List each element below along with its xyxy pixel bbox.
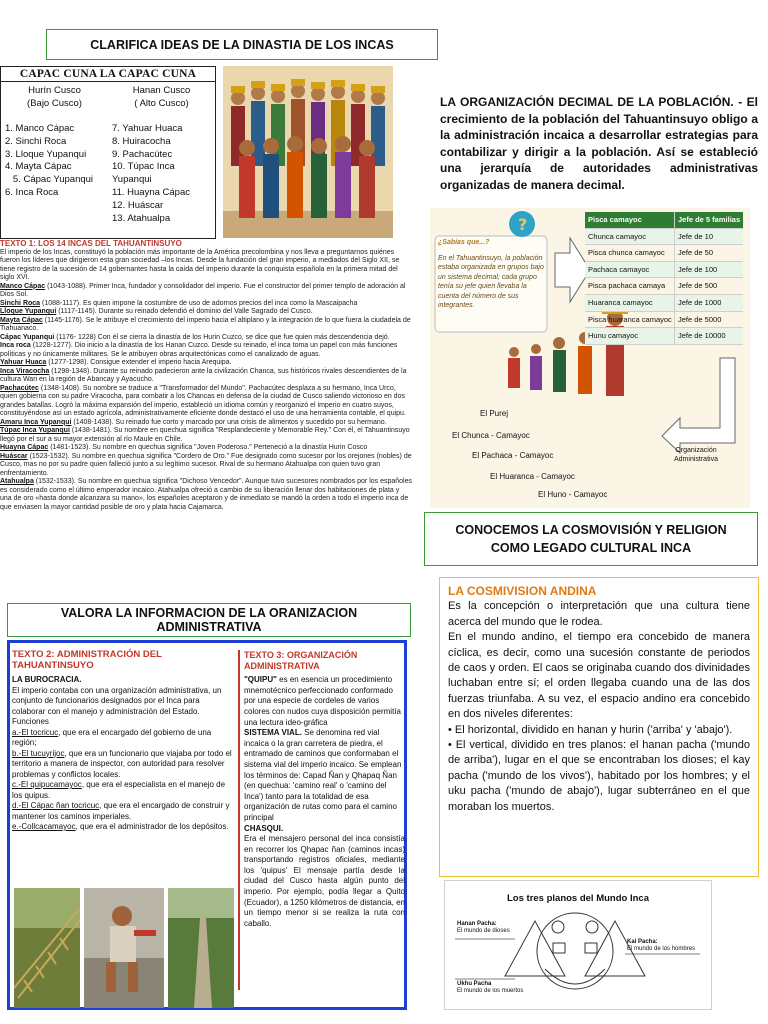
inca-desc: (1298-1348). Durante su reinado padecieron ante la civilización Chanca, sus históricos rivales descendientes de la cultura Wari en la región de Abancay y Ayacucho. xyxy=(0,367,407,383)
org-label-line2: Administrativa xyxy=(674,456,718,463)
funcionario-item xyxy=(12,780,234,801)
quipu-paragraph xyxy=(244,675,405,728)
decimal-body: El crecimiento de la población del Tahuantinsuyo obligo a la administración incaica a desarrollar estrategias para contabilizar y dirigir a la población. Así se estableció una jerarquía de autoridades administrativas organizadas de manera decimal. xyxy=(440,95,758,192)
inca-bridge-photo xyxy=(14,888,80,1008)
sabias-body: En el Tahuantinsuyo, la población estaba organizada en grupos bajo un sistema decimal; cada grupo tenía su jefe quien llevaba la cuenta del número de sus integrantes. xyxy=(438,254,544,309)
chasqui-photo xyxy=(84,888,164,1008)
hurin-header-line1: Hurín Cusco xyxy=(28,85,81,96)
table-row xyxy=(585,262,743,279)
valora-header-text: VALORA LA INFORMACION DE LA ORANIZACION ADMINISTRATIVA xyxy=(60,606,358,634)
inca-entry xyxy=(0,427,412,444)
inca-desc: (1277-1298). Consigue extender el imperio hacia Arequipa. xyxy=(46,359,232,366)
inca-name: Mayta Cápac xyxy=(0,316,43,324)
dynasty-table xyxy=(0,66,216,239)
dynasty-table-title: CAPAC CUNA LA CAPAC CUNA xyxy=(1,67,215,82)
table-cell: Hunu camayoc xyxy=(585,328,675,344)
org-label-line1: Organización xyxy=(675,447,717,454)
table-cell: Jefe de 10000 xyxy=(678,331,726,341)
vial-term: SISTEMA VIAL. xyxy=(244,728,302,738)
cosmovision-paragraph: Es la concepción o interpretación que una cultura tiene acerca del mundo que le rodea. xyxy=(448,600,750,628)
hurin-column xyxy=(1,82,108,225)
cosmovision-paragraph: • El horizontal, dividido en hanan y hurin ('arriba' y 'abajo'). xyxy=(448,723,733,736)
inca-name: Inca Viracocha xyxy=(0,367,50,375)
hurin-header xyxy=(5,84,104,110)
decimal-organization-text xyxy=(440,94,758,193)
ukhu-label-title: Ukhu Pacha xyxy=(457,981,492,987)
inca-name: Cápac Yupanqui xyxy=(0,333,55,341)
dynasty-header-text: CLARIFICA IDEAS DE LA DINASTIA DE LOS INCAS xyxy=(90,37,394,52)
inca-name: Huáscar xyxy=(0,452,28,460)
hanan-item: 12. Huáscar xyxy=(112,199,164,211)
hanan-header-line1: Hanan Cusco xyxy=(132,85,191,96)
inca-name: Sinchi Roca xyxy=(0,299,41,307)
decimal-title: LA ORGANIZACIÓN DECIMAL DE LA POBLACIÓN. - xyxy=(440,95,743,109)
hanan-item: 10. Túpac Inca Yupanqui xyxy=(112,161,175,186)
funcionario-name: b.-El tucuyrijoc xyxy=(12,748,65,758)
funcionario-name: a.-El tocricuc xyxy=(12,727,59,737)
sabias-title: ¿Sabías que...? xyxy=(438,239,490,246)
inca-desc: (1408-1438). Su reinado fue corto y marcado por una crisis de alimentos y sucedido por su hermano. xyxy=(71,418,387,426)
decimal-table-header xyxy=(585,212,743,229)
figure-label: El Pachaca - Camayoc xyxy=(472,451,554,460)
table-cell: Jefe de 10 xyxy=(678,231,714,241)
hurin-item: 2. Sinchi Roca xyxy=(5,135,67,147)
inca-entry xyxy=(0,308,412,317)
hurin-item: 3. Lloque Yupanqui xyxy=(5,148,87,160)
table-cell: Jefe de 5000 xyxy=(678,314,722,324)
inca-entry xyxy=(0,359,412,368)
table-row xyxy=(585,312,743,329)
inca-name: Manco Cápac xyxy=(0,282,46,290)
inca-desc: (1523-1532). Su nombre en quechua significa "Cordero de Oro." Fue designado como sucesor por los orejones (nobles) de Cusco, mas no por su padre quien falleció junto a su legítimo sucesor. Rival de su hermano Atahualpa con quien tuvo gran enfrentamiento. xyxy=(0,452,412,477)
svg-text:?: ? xyxy=(518,215,528,234)
table-cell: Pachaca camayoc xyxy=(585,262,675,278)
table-cell: Jefe de 500 xyxy=(678,281,718,291)
table-cell: Jefe de 50 xyxy=(678,248,714,258)
tres-planos-figure xyxy=(444,880,712,1010)
ukhu-label xyxy=(457,981,523,995)
dynasty-header xyxy=(46,29,438,60)
hanan-item: 7. Yahuar Huaca xyxy=(112,123,183,134)
ukhu-label-desc: El mundo de los muertos xyxy=(457,988,524,994)
inca-entry xyxy=(0,385,412,419)
vial-paragraph xyxy=(244,728,405,823)
inca-entry xyxy=(0,334,412,343)
table-row xyxy=(585,229,743,246)
inca-entry xyxy=(0,478,412,512)
hanan-label-title: Hanan Pacha: xyxy=(457,921,497,927)
figure-label: El Chunca - Camayoc xyxy=(452,431,530,440)
valora-header xyxy=(7,603,411,637)
inca-desc: (1348-1408). Su nombre se traduce a "Transformador del Mundo". Pachacútec desplaza a su hermano, Inca Urco, quien gobierna con su padre Viracocha, para combatir a los Chancas en defensa de la ciudad de Cusco saliendo victorioso en dos grandes batallas. Logró la máxima expansión del imperio, estableció un idioma común y reorganizó el imperio en cuatro suyos, constituyéndose así un estado agrícola, administrativamente eficiente donde destacó el uso de una herramienta contable, el quipu. xyxy=(0,384,406,417)
quipu-term: "QUIPU" xyxy=(244,675,277,685)
texto1-section xyxy=(0,240,412,598)
inca-desc: (1228-1277). Dio inicio a la dinastía de los Hanan Cuzco. Desde su reinado, el inca toma un papel con más funciones políticas y no únicamente militares. Se le atribuyen obras arquitectónicas como el canalizado de aguas. xyxy=(0,342,398,358)
funcionario-desc: , que era el administrador de los depósitos. xyxy=(75,822,229,831)
table-cell: Chunca camayoc xyxy=(585,229,675,245)
cosmovision-title: LA COSMIVISION ANDINA xyxy=(448,584,597,598)
texto1-title: TEXTO 1: LOS 14 INCAS DEL TAHUANTINSUYO xyxy=(0,239,182,248)
funcionario-desc: , que era el especialista en el manejo de los quipus. xyxy=(12,780,226,800)
funcionario-item xyxy=(12,728,234,749)
hanan-list xyxy=(112,123,211,225)
inca-desc: (1532-1533). Su nombre en quechua significa "Dichoso Vencedor". Aunque tuvo sucesores nombrados por los españoles es considerado como el último emperador incaico. Atahualpa ofreció a cambio de su liberación llenar dos habitaciones de plata y una de oro «hasta donde alcanzara su mano», los españoles aceptaron y de inmediato se mandó la orden a todo el imperio inca de que enviasen la mayor cantidad posible de oro y plata hacia Cajamarca. xyxy=(0,478,412,511)
qhapaq-nan-photo xyxy=(168,888,234,1008)
hurin-list xyxy=(5,123,104,200)
inca-entry xyxy=(0,342,412,359)
hanan-item: 13. Atahualpa xyxy=(112,212,171,224)
hanan-label-desc: El mundo de dioses xyxy=(457,928,510,934)
decimal-table xyxy=(585,212,743,350)
chasqui-term: CHASQUI. xyxy=(244,823,284,833)
decimal-table-header-cell: Pisca camayoc xyxy=(585,212,675,228)
inca-name: Túpac Inca Yupanqui xyxy=(0,427,70,434)
inca-desc: (1088-1117). Es quien impone la costumbre de uso de adornos precios del inca como la Mascaipacha xyxy=(40,299,358,307)
kai-label-desc: El mundo de los hombres xyxy=(627,946,696,952)
funcionario-item xyxy=(12,822,234,833)
funcionario-item xyxy=(12,801,234,822)
conocemos-header xyxy=(424,512,758,566)
funcionario-desc: , que era el encargado de construir y mantener los caminos imperiales. xyxy=(12,801,230,821)
texto2-title: TEXTO 2: ADMINISTRACIÓN DEL TAHUANTINSUYO xyxy=(12,649,162,671)
funcionario-item xyxy=(12,749,234,781)
inca-entry xyxy=(0,419,412,428)
table-row xyxy=(585,278,743,295)
inca-entry xyxy=(0,300,412,309)
inca-name: Lloque Yupanqui xyxy=(0,308,57,315)
texto2-funciones: Funciones xyxy=(12,717,49,726)
hurin-item: 5. Cápac Yupanqui xyxy=(5,174,94,186)
texto2-intro: El imperio contaba con una organización administrativa, un conjunto de funcionarios designados por el Inca para colaborar con el manejo y administración del Estado. xyxy=(12,685,222,716)
quipu-desc: es en esencia un procedimiento mnemotécnico perfeccionado conformado por una especie de cordeles de varios colores con nudos cuya disposición permitía una lectura ideo-gráfica xyxy=(244,675,401,727)
cosmovision-box xyxy=(439,577,759,877)
figure-label: El Huno - Camayoc xyxy=(538,490,608,499)
table-cell: Pisca huaranca camayoc xyxy=(585,312,675,328)
inca-desc: (1438-1481). Su nombre en quechua significa "Resplandeciente y Memorable Rey." Con él, el Tahuantinsuyo llegó por el sur a su mayor extensión al río Maule en Chile. xyxy=(0,427,410,443)
inca-entry xyxy=(0,444,412,453)
table-row xyxy=(585,245,743,262)
inca-name: Pachacútec xyxy=(0,384,39,392)
table-cell: Pisca chunca camayoc xyxy=(585,245,675,261)
table-row xyxy=(585,328,743,345)
inca-name: Amaru Inca Yupanqui xyxy=(0,418,72,426)
inca-entry xyxy=(0,283,412,300)
incas-illustration xyxy=(223,66,393,238)
cosmovision-paragraph: • El vertical, dividido en tres planos: el hanan pacha ('mundo de arriba'), lugar en el que se encontraban los dioses; el kay pacha ('mundo de los vivos'), habitado por los hombres; y el uku pacha ('mundo de abajo'), lugar subterráneo en el que moraban los muertos. xyxy=(448,739,750,813)
table-cell: Jefe de 100 xyxy=(678,264,718,274)
figure-label: El Purej xyxy=(480,409,509,418)
inca-desc: (1481-1523). Su nombre en quechua significa "Joven Poderoso." Perteneció a la dinastía Hurin Cosco xyxy=(48,444,368,451)
table-cell: Pisca pachaca camaya xyxy=(585,278,675,294)
hanan-item: 9. Pachacútec xyxy=(112,148,173,160)
inca-entry xyxy=(0,368,412,385)
org-label xyxy=(674,446,718,464)
hanan-header xyxy=(112,84,211,110)
hanan-label xyxy=(457,921,510,935)
funcionario-desc: , que era el encargado del gobierno de una región; xyxy=(12,727,212,747)
table-cell: Jefe de 1000 xyxy=(678,297,722,307)
inca-desc: (1176- 1228) Con él se cierra la dinastía de los Hurin Cuzco, se dice que fue quien más descendencia dejó. xyxy=(54,333,390,341)
texto1-intro: El imperio de los Incas, constituyó la población más importante de la América precolombina y nos lleva a preguntarnos quiénes fueron los líderes que dirigieron esta gran sociedad –los Incas. Desde la fundación del gran imperio, a mediados del Siglo XII, se tiene registro de la sucesión de 14 gobernantes hasta la caída del imperio durante la conquista española en la primera mitad del siglo XVI. xyxy=(0,248,400,281)
hurin-header-line2: (Bajo Cusco) xyxy=(27,98,82,109)
inca-name: Yahuar Huaca xyxy=(0,359,47,366)
hurin-item: 6. Inca Roca xyxy=(5,186,59,198)
funcionario-name: e.-Collcacamayoc xyxy=(12,822,76,831)
texto3-title: TEXTO 3: ORGANIZACIÓN ADMINISTRATIVA xyxy=(244,650,358,671)
inca-desc: (1117-1145). Durante su reinado defendió el dominio del Valle Sagrado del Cusco. xyxy=(56,308,313,315)
hanan-header-line2: ( Alto Cusco) xyxy=(134,98,189,109)
chasqui-desc: Era el mensajero personal del inca consistía en recorrer los Qhapac ñan (caminos incas) transportando registros oficiales, mediante los 'quipus' El mensaje partía desde la ciudad del Cusco hasta algún punto del imperio. Por ejemplo, podía llegar a Quito (Ecuador), a 1250 kilómetros de distancia, en un tiempo menor si se realiza la ruta con caballo. xyxy=(244,834,405,928)
table-cell: Huaranca camayoc xyxy=(585,295,675,311)
hanan-column xyxy=(108,82,215,225)
conocemos-header-text: CONOCEMOS LA COSMOVISIÓN Y RELIGION COMO LEGADO CULTURAL INCA xyxy=(455,523,727,555)
hurin-item: 1. Manco Cápac xyxy=(5,123,75,134)
cosmovision-paragraph: En el mundo andino, el tiempo era concebido de manera cíclica, es decir, como una sucesión constante de periodos de caos y orden. El caos se originaba cuando dos divinidades luchaban entre sí; el orden llegaba cuando una de las dos fuerzas triunfaba. A su vez, el espacio andino era concebido en dos niveles diferentes: xyxy=(448,631,750,721)
funcionario-desc: , que era un funcionario que viajaba por todo el territorio a manera de inspector, con autoridad para resolver problemas y conflictos locales. xyxy=(12,748,232,779)
texto3-section xyxy=(238,650,405,990)
sabias-que-text xyxy=(438,238,544,311)
table-row xyxy=(585,295,743,312)
tres-planos-title: Los tres planos del Mundo Inca xyxy=(507,893,649,904)
inca-entry xyxy=(0,453,412,479)
inca-desc: (1145-1176). Se le atribuye el crecimiento del imperio hacia el altiplano y la integración de lo que fuera la ciudadela de Tiahuanaco. xyxy=(0,316,411,332)
inca-desc: (1043-1088). Primer Inca, fundador y consolidador del imperio. Fue el constructor del primer templo de adoración al Dios Sol. xyxy=(0,282,406,298)
vial-desc: Se denomina red vial incaica o la gran carretera de piedra, el entramado de caminos que conformaban el sistema vial del imperio incaico. Se emplean los términos de: Capad Ñan y Qhapaq Ñan (en quechua: 'camino real' o 'camino del Inca') tanto para la totalidad de esa organización de rutas como para el camino principal xyxy=(244,728,402,822)
hanan-item: 11. Huayna Cápac xyxy=(112,186,190,198)
inca-name: Huayna Cápac xyxy=(0,444,49,451)
inca-name: Atahualpa xyxy=(0,478,34,485)
funcionario-name: c.-El quipucamayoc xyxy=(12,780,82,789)
decimal-table-header-cell: Jefe de 5 familias xyxy=(678,215,741,224)
funcionario-name: d.-El Cápac ñan tocricuc xyxy=(12,801,100,810)
hurin-item: 4. Mayta Cápac xyxy=(5,161,72,173)
hanan-item: 8. Huiracocha xyxy=(112,135,171,147)
kai-label xyxy=(627,939,695,953)
kai-label-title: Kai Pacha: xyxy=(627,939,658,945)
texto2-subtitle: LA BUROCRACIA. xyxy=(12,675,82,684)
inca-entry xyxy=(0,317,412,334)
inca-name: Inca roca xyxy=(0,342,31,349)
figure-label: El Huaranca - Camayoc xyxy=(490,472,575,481)
